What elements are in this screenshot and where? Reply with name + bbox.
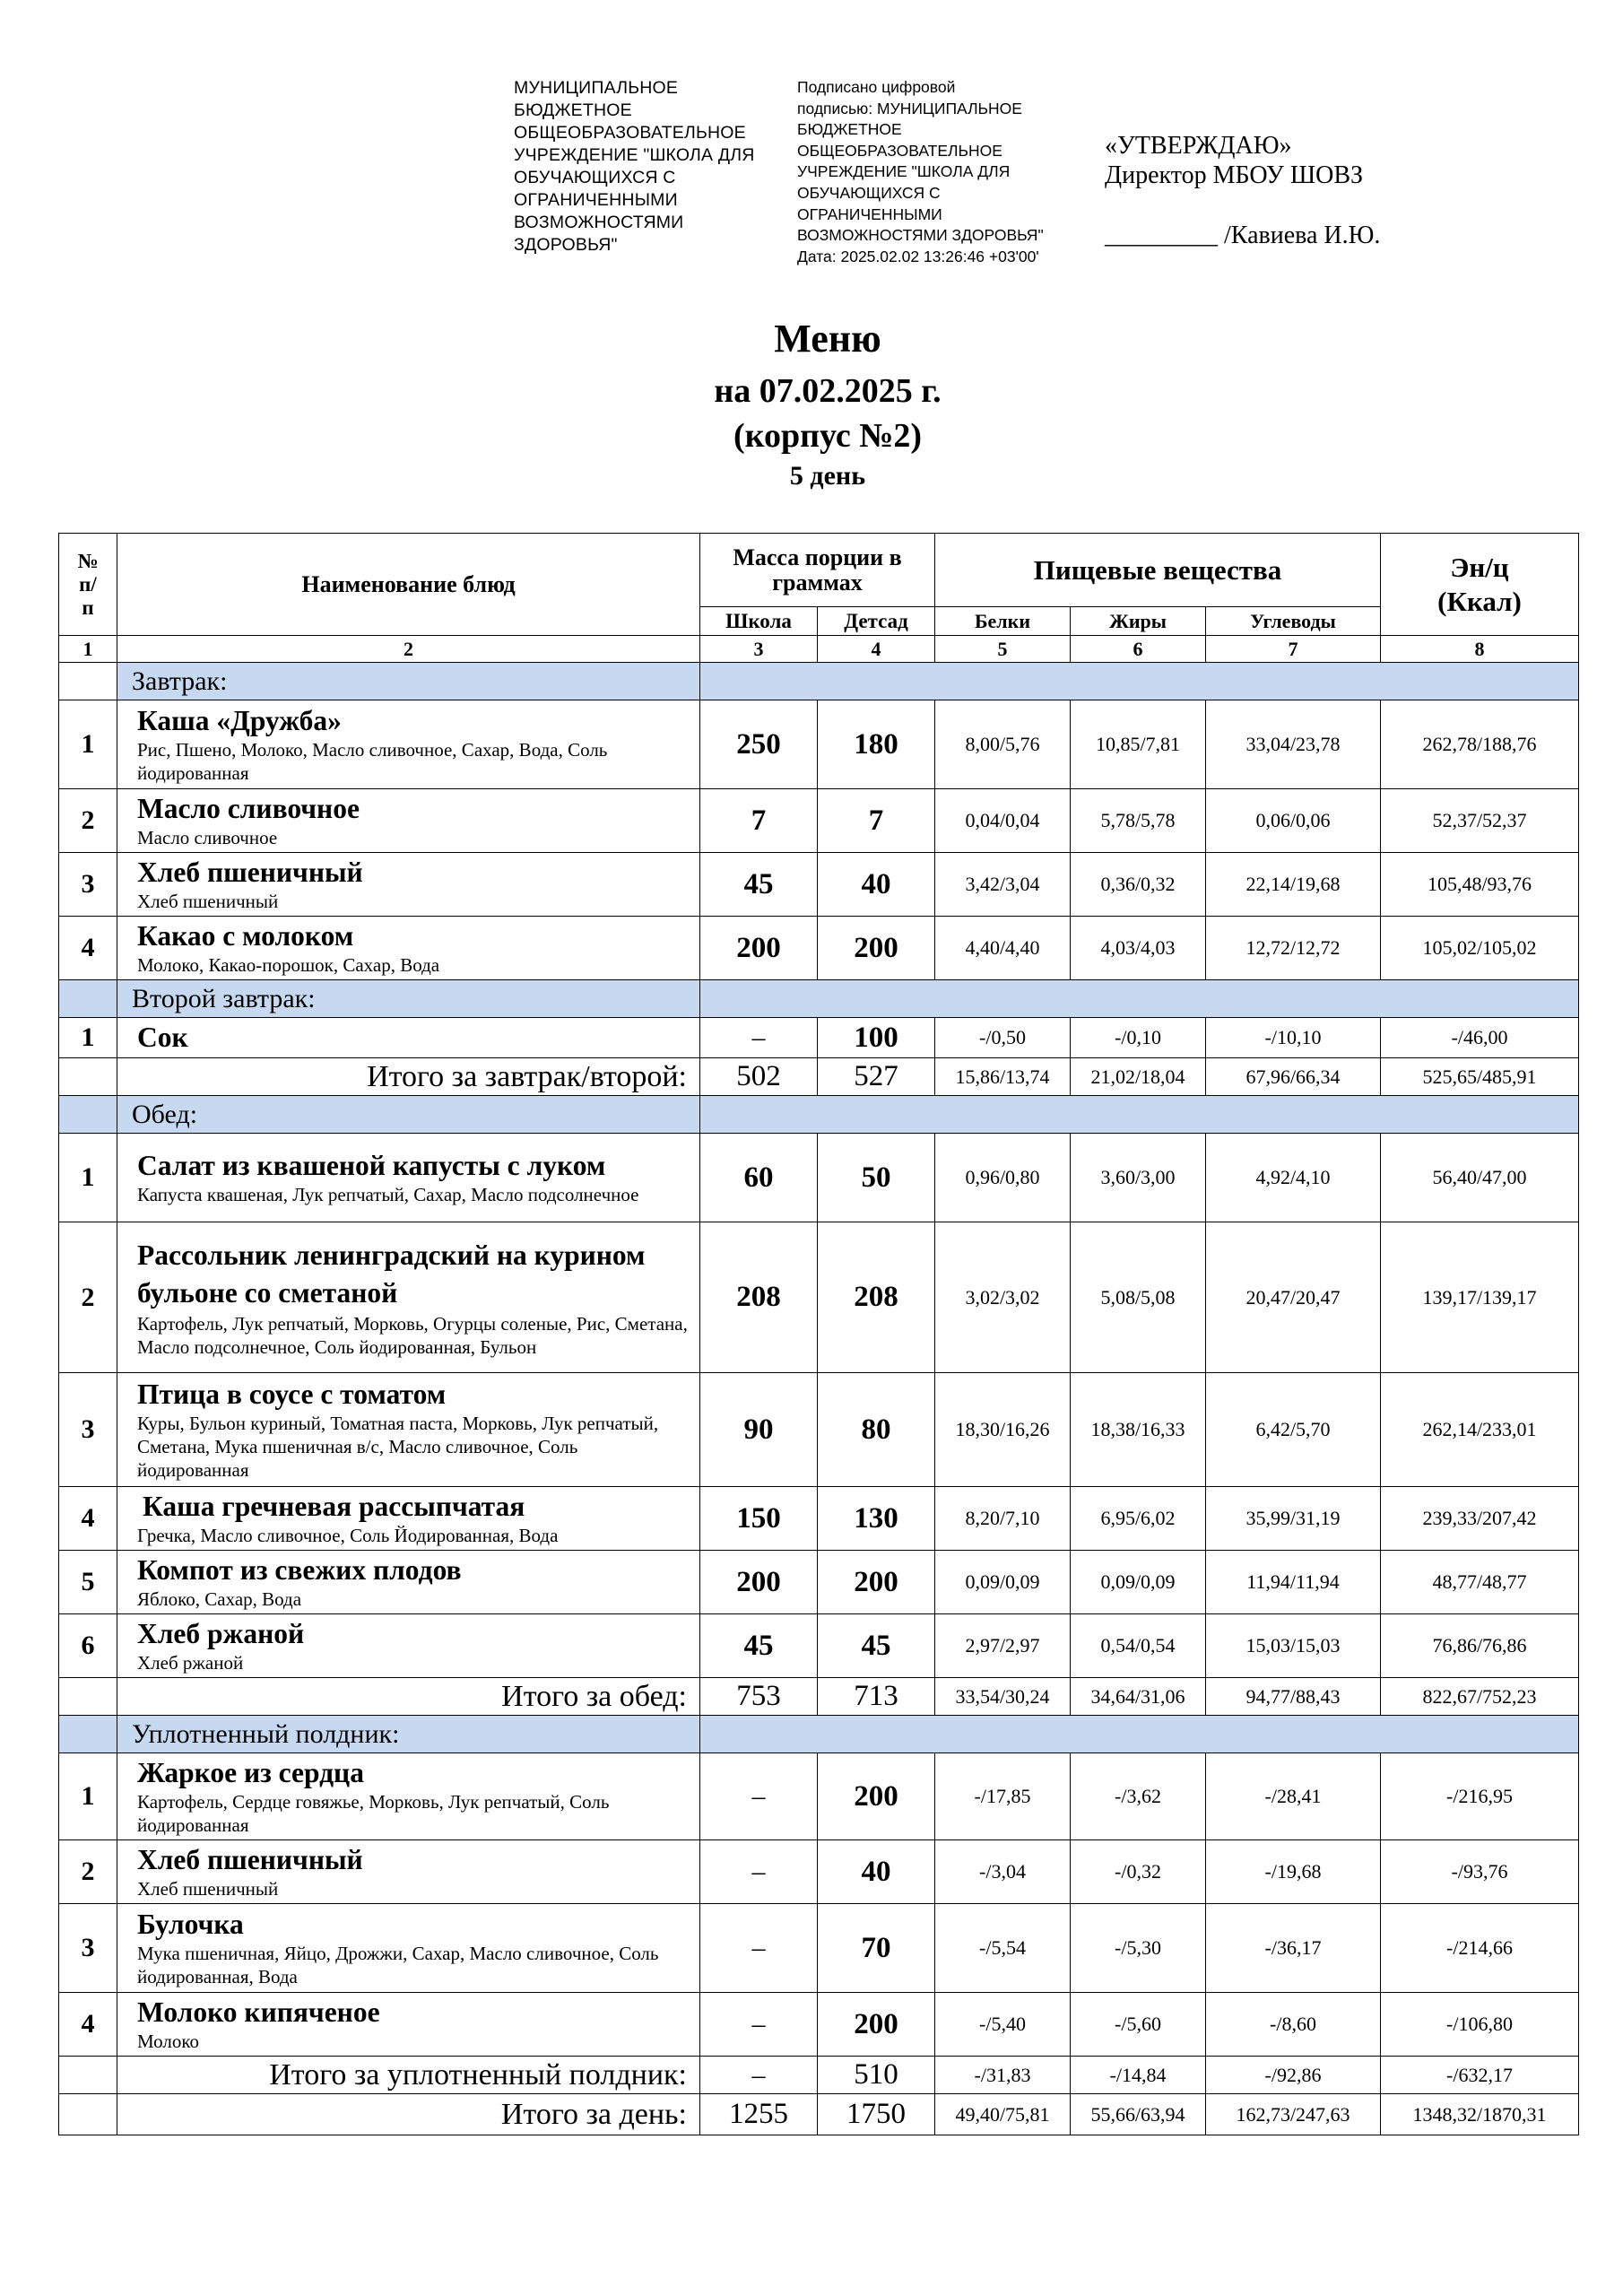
table-row xyxy=(59,1018,1579,1058)
col-number: 6 xyxy=(1071,636,1206,663)
carbs-value: 33,04/23,78 xyxy=(1206,700,1381,789)
header-carbs: Углеводы xyxy=(1206,607,1381,636)
carbs-value: -/36,17 xyxy=(1206,1904,1381,1993)
dish-name: Булочка xyxy=(137,1909,244,1940)
sig-line: ВОЗМОЖНОСТЯМИ ЗДОРОВЬЯ" xyxy=(797,226,1044,245)
protein-value: -/5,54 xyxy=(935,1904,1071,1993)
energy-value: 262,14/233,01 xyxy=(1381,1373,1579,1487)
mass-school: – xyxy=(700,1904,818,1993)
dish-ingredients: Молоко xyxy=(137,2031,199,2052)
fat-value: -/5,60 xyxy=(1071,1993,1206,2057)
total-label: Итого за день: xyxy=(117,2094,700,2135)
col-number: 4 xyxy=(818,636,935,663)
approval-block xyxy=(1105,131,1571,250)
protein-value: 0,96/0,80 xyxy=(935,1134,1071,1222)
carbs-value: 15,03/15,03 xyxy=(1206,1614,1381,1678)
header-kinder: Детсад xyxy=(818,607,935,636)
mass-kinder: 50 xyxy=(818,1134,935,1222)
fat-value: 0,09/0,09 xyxy=(1071,1551,1206,1614)
energy-value: -/106,80 xyxy=(1381,1993,1579,2057)
header-fat: Жиры xyxy=(1071,607,1206,636)
dish-name: Салат из квашеной капусты с луком xyxy=(137,1150,606,1181)
dish-name: Жаркое из сердца xyxy=(137,1757,364,1788)
carbs-value: -/8,60 xyxy=(1206,1993,1381,2057)
table-row xyxy=(59,1551,1579,1614)
table-row xyxy=(59,700,1579,789)
dish-ingredients: Масло сливочное xyxy=(137,827,278,848)
approve-heading: «УТВЕРЖДАЮ» xyxy=(1105,132,1292,160)
fat-value: -/3,62 xyxy=(1071,1753,1206,1840)
col-number: 5 xyxy=(935,636,1071,663)
carbs-value: 11,94/11,94 xyxy=(1206,1551,1381,1614)
dish-name: Птица в соусе с томатом xyxy=(137,1378,447,1410)
mass-school: 200 xyxy=(700,1551,818,1614)
fat-value: 0,54/0,54 xyxy=(1071,1614,1206,1678)
dish-cell xyxy=(117,1753,700,1840)
protein-value: 0,04/0,04 xyxy=(935,789,1071,853)
dish-ingredients: Хлеб ржаной xyxy=(137,1652,244,1674)
carbs-value: -/19,68 xyxy=(1206,1840,1381,1904)
column-number-row xyxy=(59,636,1579,663)
energy-value: 139,17/139,17 xyxy=(1381,1222,1579,1373)
menu-date: на 07.02.2025 г. xyxy=(714,372,942,410)
protein-value: 8,00/5,76 xyxy=(935,700,1071,789)
total-energy: 822,67/752,23 xyxy=(1381,1678,1579,1716)
row-number: 6 xyxy=(59,1614,117,1678)
dish-name: Какао с молоком xyxy=(137,920,354,952)
mass-school: – xyxy=(700,1840,818,1904)
org-line: БЮДЖЕТНОЕ xyxy=(514,100,632,120)
dish-ingredients: Капуста квашеная, Лук репчатый, Сахар, Масло подсолнечное xyxy=(137,1184,639,1205)
day-total-row xyxy=(59,2094,1579,2135)
mass-school: 45 xyxy=(700,1614,818,1678)
header-name: Наименование блюд xyxy=(117,534,700,636)
dish-cell xyxy=(117,789,700,853)
section-label: Второй завтрак: xyxy=(117,980,700,1018)
dish-ingredients: Картофель, Лук репчатый, Морковь, Огурцы соленые, Рис, Сметана, Масло подсолнечное, Соль йодированная, Бульон xyxy=(137,1312,688,1358)
org-line: ВОЗМОЖНОСТЯМИ xyxy=(514,213,684,232)
total-carbs: 162,73/247,63 xyxy=(1206,2094,1381,2135)
dish-cell xyxy=(117,1904,700,1993)
sig-line: ОБУЧАЮЩИХСЯ С xyxy=(797,183,941,202)
mass-kinder: 45 xyxy=(818,1614,935,1678)
energy-value: -/93,76 xyxy=(1381,1840,1579,1904)
protein-value: -/17,85 xyxy=(935,1753,1071,1840)
protein-value: 3,02/3,02 xyxy=(935,1222,1071,1373)
row-number: 3 xyxy=(59,853,117,917)
fat-value: 4,03/4,03 xyxy=(1071,917,1206,980)
total-carbs: 94,77/88,43 xyxy=(1206,1678,1381,1716)
row-number: 1 xyxy=(59,1134,117,1222)
table-row xyxy=(59,1222,1579,1373)
row-number: 3 xyxy=(59,1904,117,1993)
protein-value: 18,30/16,26 xyxy=(935,1373,1071,1487)
org-line: МУНИЦИПАЛЬНОЕ xyxy=(514,78,679,98)
section-label: Обед: xyxy=(117,1096,700,1134)
sig-line: Подписано цифровой xyxy=(797,78,956,96)
total-energy: -/632,17 xyxy=(1381,2057,1579,2094)
total-row xyxy=(59,1678,1579,1716)
energy-value: 105,02/105,02 xyxy=(1381,917,1579,980)
org-line: ОГРАНИЧЕННЫМИ xyxy=(514,190,678,210)
mass-kinder: 100 xyxy=(818,1018,935,1058)
section-label: Уплотненный полдник: xyxy=(117,1716,700,1753)
section-row xyxy=(59,980,1579,1018)
total-kinder: 713 xyxy=(818,1678,935,1716)
dish-ingredients: Хлеб пшеничный xyxy=(137,1878,279,1900)
dish-name: Хлеб пшеничный xyxy=(137,857,363,888)
total-kinder: 1750 xyxy=(818,2094,935,2135)
sig-line: ОБЩЕОБРАЗОВАТЕЛЬНОЕ xyxy=(797,141,1002,160)
org-line: УЧРЕЖДЕНИЕ "ШКОЛА ДЛЯ xyxy=(514,145,755,165)
protein-value: -/3,04 xyxy=(935,1840,1071,1904)
col-number: 8 xyxy=(1381,636,1579,663)
mass-kinder: 180 xyxy=(818,700,935,789)
mass-school: 90 xyxy=(700,1373,818,1487)
table-row xyxy=(59,789,1579,853)
dish-name: Каша «Дружба» xyxy=(137,705,342,736)
protein-value: 3,42/3,04 xyxy=(935,853,1071,917)
dish-name: Компот из свежих плодов xyxy=(137,1554,462,1586)
sig-line: УЧРЕЖДЕНИЕ "ШКОЛА ДЛЯ xyxy=(797,162,1011,181)
carbs-value: 6,42/5,70 xyxy=(1206,1373,1381,1487)
protein-value: 2,97/2,97 xyxy=(935,1614,1071,1678)
dish-ingredients: Рис, Пшено, Молоко, Масло сливочное, Сахар, Вода, Соль йодированная xyxy=(137,739,608,784)
dish-ingredients: Яблоко, Сахар, Вода xyxy=(137,1588,302,1610)
dish-cell xyxy=(117,1222,700,1373)
total-school: 502 xyxy=(700,1058,818,1096)
carbs-value: 0,06/0,06 xyxy=(1206,789,1381,853)
signature-line: _________ /Кавиева И.Ю. xyxy=(1105,222,1381,249)
dish-cell xyxy=(117,1373,700,1487)
section-label: Завтрак: xyxy=(117,663,700,700)
carbs-value: 12,72/12,72 xyxy=(1206,917,1381,980)
sig-date: Дата: 2025.02.02 13:26:46 +03'00' xyxy=(797,247,1039,265)
col-number: 2 xyxy=(117,636,700,663)
row-number: 1 xyxy=(59,1018,117,1058)
sig-line: ОГРАНИЧЕННЫМИ xyxy=(797,204,942,223)
table-row xyxy=(59,1840,1579,1904)
mass-school: 150 xyxy=(700,1487,818,1551)
fat-value: 18,38/16,33 xyxy=(1071,1373,1206,1487)
carbs-value: -/10,10 xyxy=(1206,1018,1381,1058)
carbs-value: -/28,41 xyxy=(1206,1753,1381,1840)
header-num: № п/ п xyxy=(59,534,117,636)
mass-school: – xyxy=(700,1753,818,1840)
row-number: 4 xyxy=(59,1993,117,2057)
energy-value: 76,86/76,86 xyxy=(1381,1614,1579,1678)
dish-name: Каша гречневая рассыпчатая xyxy=(143,1491,525,1522)
mass-school: 7 xyxy=(700,789,818,853)
mass-kinder: 130 xyxy=(818,1487,935,1551)
dish-cell xyxy=(117,1614,700,1678)
row-number: 3 xyxy=(59,1373,117,1487)
org-line: ОБУЧАЮЩИХСЯ С xyxy=(514,168,676,187)
fat-value: 5,08/5,08 xyxy=(1071,1222,1206,1373)
mass-school: – xyxy=(700,1993,818,2057)
table-row xyxy=(59,1993,1579,2057)
menu-table xyxy=(58,533,1579,2135)
total-fat: 21,02/18,04 xyxy=(1071,1058,1206,1096)
dish-ingredients: Картофель, Сердце говяжье, Морковь, Лук репчатый, Соль йодированная xyxy=(137,1791,610,1836)
protein-value: 0,09/0,09 xyxy=(935,1551,1071,1614)
total-school: 753 xyxy=(700,1678,818,1716)
section-row xyxy=(59,1096,1579,1134)
mass-kinder: 200 xyxy=(818,1551,935,1614)
carbs-value: 4,92/4,10 xyxy=(1206,1134,1381,1222)
col-number: 7 xyxy=(1206,636,1381,663)
protein-value: -/5,40 xyxy=(935,1993,1071,2057)
fat-value: 0,36/0,32 xyxy=(1071,853,1206,917)
mass-school: 208 xyxy=(700,1222,818,1373)
table-row xyxy=(59,1904,1579,1993)
dish-name: Масло сливочное xyxy=(137,793,360,824)
total-carbs: -/92,86 xyxy=(1206,2057,1381,2094)
total-school: 1255 xyxy=(700,2094,818,2135)
col-number: 1 xyxy=(59,636,117,663)
dish-cell xyxy=(117,1551,700,1614)
mass-school: 250 xyxy=(700,700,818,789)
table-row xyxy=(59,1614,1579,1678)
dish-ingredients: Мука пшеничная, Яйцо, Дрожжи, Сахар, Масло сливочное, Соль йодированная, Вода xyxy=(137,1943,659,1987)
row-number: 4 xyxy=(59,1487,117,1551)
table-row xyxy=(59,853,1579,917)
row-number: 1 xyxy=(59,1753,117,1840)
mass-kinder: 200 xyxy=(818,917,935,980)
total-fat: 55,66/63,94 xyxy=(1071,2094,1206,2135)
energy-value: 239,33/207,42 xyxy=(1381,1487,1579,1551)
total-row xyxy=(59,1058,1579,1096)
dish-name: Рассольник ленинградский на курином бульоне со сметаной xyxy=(137,1239,646,1309)
energy-value: 105,48/93,76 xyxy=(1381,853,1579,917)
fat-value: 3,60/3,00 xyxy=(1071,1134,1206,1222)
dish-cell xyxy=(117,1134,700,1222)
fat-value: 6,95/6,02 xyxy=(1071,1487,1206,1551)
dish-name: Хлеб пшеничный xyxy=(137,1844,363,1875)
total-protein: 49,40/75,81 xyxy=(935,2094,1071,2135)
section-row xyxy=(59,1716,1579,1753)
col-number: 3 xyxy=(700,636,818,663)
mass-school: 200 xyxy=(700,917,818,980)
sig-line: БЮДЖЕТНОЕ xyxy=(797,120,902,139)
dish-cell xyxy=(117,1993,700,2057)
total-protein: 33,54/30,24 xyxy=(935,1678,1071,1716)
header-energy: Эн/ц (Ккал) xyxy=(1381,534,1579,636)
dish-ingredients: Молоко, Какао-порошок, Сахар, Вода xyxy=(137,954,440,976)
mass-school: 45 xyxy=(700,853,818,917)
dish-cell xyxy=(117,853,700,917)
table-row xyxy=(59,1373,1579,1487)
dish-ingredients: Хлеб пшеничный xyxy=(137,891,279,912)
row-number: 2 xyxy=(59,789,117,853)
fat-value: 5,78/5,78 xyxy=(1071,789,1206,853)
organization-name xyxy=(514,77,783,257)
header-protein: Белки xyxy=(935,607,1071,636)
dish-ingredients: Гречка, Масло сливочное, Соль Йодированная, Вода xyxy=(137,1525,559,1546)
total-kinder: 510 xyxy=(818,2057,935,2094)
total-label: Итого за уплотненный полдник: xyxy=(117,2057,700,2094)
section-row xyxy=(59,663,1579,700)
carbs-value: 22,14/19,68 xyxy=(1206,853,1381,917)
mass-kinder: 40 xyxy=(818,853,935,917)
mass-kinder: 7 xyxy=(818,789,935,853)
mass-kinder: 200 xyxy=(818,1993,935,2057)
mass-kinder: 40 xyxy=(818,1840,935,1904)
table-row xyxy=(59,917,1579,980)
director-title: Директор МБОУ ШОВЗ xyxy=(1105,161,1364,189)
total-school: – xyxy=(700,2057,818,2094)
table-row xyxy=(59,1753,1579,1840)
fat-value: -/5,30 xyxy=(1071,1904,1206,1993)
mass-kinder: 208 xyxy=(818,1222,935,1373)
total-fat: -/14,84 xyxy=(1071,2057,1206,2094)
row-number: 1 xyxy=(59,700,117,789)
mass-kinder: 200 xyxy=(818,1753,935,1840)
energy-value: 48,77/48,77 xyxy=(1381,1551,1579,1614)
protein-value: 8,20/7,10 xyxy=(935,1487,1071,1551)
fat-value: -/0,10 xyxy=(1071,1018,1206,1058)
row-number: 4 xyxy=(59,917,117,980)
fat-value: -/0,32 xyxy=(1071,1840,1206,1904)
carbs-value: 35,99/31,19 xyxy=(1206,1487,1381,1551)
total-carbs: 67,96/66,34 xyxy=(1206,1058,1381,1096)
org-line: ЗДОРОВЬЯ" xyxy=(514,235,618,255)
header-mass: Масса порции в граммах xyxy=(700,534,935,607)
protein-value: 4,40/4,40 xyxy=(935,917,1071,980)
total-energy: 525,65/485,91 xyxy=(1381,1058,1579,1096)
total-energy: 1348,32/1870,31 xyxy=(1381,2094,1579,2135)
dish-cell xyxy=(117,1487,700,1551)
header-school: Школа xyxy=(700,607,818,636)
digital-signature-block xyxy=(797,77,1093,267)
row-number: 5 xyxy=(59,1551,117,1614)
mass-school: – xyxy=(700,1018,818,1058)
total-kinder: 527 xyxy=(818,1058,935,1096)
dish-ingredients: Куры, Бульон куриный, Томатная паста, Морковь, Лук репчатый, Сметана, Мука пшеничная в/с, Масло сливочное, Соль йодированная xyxy=(137,1413,659,1481)
total-label: Итого за обед: xyxy=(117,1678,700,1716)
dish-name: Молоко кипяченое xyxy=(137,1996,380,2028)
day-label: 5 день xyxy=(789,461,866,491)
total-fat: 34,64/31,06 xyxy=(1071,1678,1206,1716)
dish-cell xyxy=(117,917,700,980)
total-row xyxy=(59,2057,1579,2094)
energy-value: -/216,95 xyxy=(1381,1753,1579,1840)
carbs-value: 20,47/20,47 xyxy=(1206,1222,1381,1373)
energy-value: 52,37/52,37 xyxy=(1381,789,1579,853)
row-number: 2 xyxy=(59,1840,117,1904)
table-row xyxy=(59,1487,1579,1551)
dish-name: Хлеб ржаной xyxy=(137,1618,305,1649)
fat-value: 10,85/7,81 xyxy=(1071,700,1206,789)
energy-value: -/214,66 xyxy=(1381,1904,1579,1993)
row-number: 2 xyxy=(59,1222,117,1373)
header-nutrients: Пищевые вещества xyxy=(935,534,1381,607)
dish-cell xyxy=(117,1840,700,1904)
energy-value: -/46,00 xyxy=(1381,1018,1579,1058)
sig-line: подписью: МУНИЦИПАЛЬНОЕ xyxy=(797,99,1022,117)
org-line: ОБЩЕОБРАЗОВАТЕЛЬНОЕ xyxy=(514,123,746,143)
mass-kinder: 80 xyxy=(818,1373,935,1487)
table-row xyxy=(59,1134,1579,1222)
dish-cell xyxy=(117,1018,700,1058)
dish-name: Сок xyxy=(137,1022,188,1053)
page-title: Меню xyxy=(774,317,881,361)
total-label: Итого за завтрак/второй: xyxy=(117,1058,700,1096)
mass-kinder: 70 xyxy=(818,1904,935,1993)
building-label: (корпус №2) xyxy=(733,417,923,455)
mass-school: 60 xyxy=(700,1134,818,1222)
total-protein: -/31,83 xyxy=(935,2057,1071,2094)
energy-value: 262,78/188,76 xyxy=(1381,700,1579,789)
energy-value: 56,40/47,00 xyxy=(1381,1134,1579,1222)
dish-cell xyxy=(117,700,700,789)
total-protein: 15,86/13,74 xyxy=(935,1058,1071,1096)
protein-value: -/0,50 xyxy=(935,1018,1071,1058)
